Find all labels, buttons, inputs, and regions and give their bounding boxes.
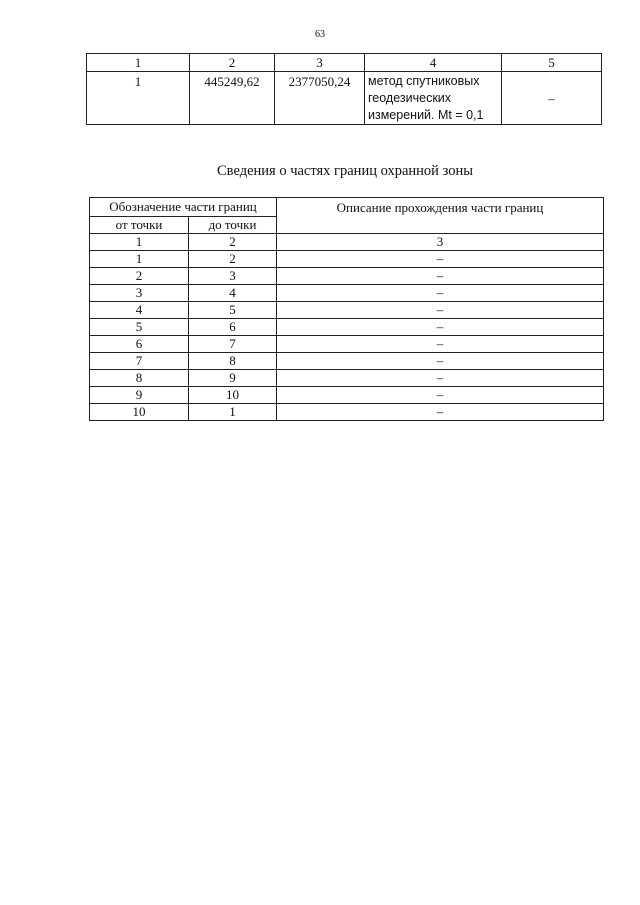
- from-point-cell: 1: [90, 251, 189, 268]
- description-cell: –: [277, 370, 604, 387]
- description-cell: –: [277, 353, 604, 370]
- from-point-cell: 7: [90, 353, 189, 370]
- from-point-cell: 2: [90, 268, 189, 285]
- from-point-cell: 10: [90, 404, 189, 421]
- boundary-parts-table: [89, 197, 604, 421]
- table-row: [90, 336, 604, 353]
- description-cell: –: [277, 251, 604, 268]
- column-number: 4: [365, 54, 502, 72]
- table-row: [90, 319, 604, 336]
- table-row: [90, 268, 604, 285]
- column-number: 3: [277, 234, 604, 251]
- table-row: [90, 302, 604, 319]
- from-point-cell: 9: [90, 387, 189, 404]
- from-point-cell: 5: [90, 319, 189, 336]
- method-line: измерений. Mt = 0,1: [368, 108, 484, 122]
- table-row: [90, 285, 604, 302]
- to-point-cell: 10: [189, 387, 277, 404]
- description-cell: –: [277, 268, 604, 285]
- to-point-cell: 3: [189, 268, 277, 285]
- to-point-cell: 6: [189, 319, 277, 336]
- method-description: [365, 72, 502, 125]
- column-number: 1: [90, 234, 189, 251]
- coordinates-table: [86, 53, 602, 125]
- description-cell: –: [277, 387, 604, 404]
- description-cell: –: [277, 336, 604, 353]
- table-row: [87, 72, 602, 125]
- to-point-cell: 2: [189, 251, 277, 268]
- table-row: [90, 404, 604, 421]
- method-line: геодезических: [368, 91, 452, 105]
- point-number: 1: [87, 72, 190, 125]
- from-point-cell: 6: [90, 336, 189, 353]
- to-point-cell: 7: [189, 336, 277, 353]
- y-coordinate: 2377050,24: [275, 72, 365, 125]
- from-point-header: от точки: [90, 217, 189, 234]
- to-point-cell: 8: [189, 353, 277, 370]
- description-cell: –: [277, 302, 604, 319]
- description-cell: –: [277, 285, 604, 302]
- from-point-cell: 8: [90, 370, 189, 387]
- table-row: [90, 251, 604, 268]
- column-number: 5: [502, 54, 602, 72]
- column-number: 2: [189, 234, 277, 251]
- part-designation-header: Обозначение части границ: [90, 198, 277, 217]
- to-point-cell: 5: [189, 302, 277, 319]
- column-number-row: [90, 234, 604, 251]
- table-row: [90, 353, 604, 370]
- x-coordinate: 445249,62: [190, 72, 275, 125]
- description-cell: –: [277, 404, 604, 421]
- to-point-cell: 4: [189, 285, 277, 302]
- table-row: [90, 387, 604, 404]
- column-5-value: –: [502, 72, 602, 125]
- column-number: 2: [190, 54, 275, 72]
- section-title: Сведения о частях границ охранной зоны: [217, 163, 473, 179]
- table-header-row: [87, 54, 602, 72]
- to-point-cell: 1: [189, 404, 277, 421]
- from-point-cell: 3: [90, 285, 189, 302]
- from-point-cell: 4: [90, 302, 189, 319]
- table-row: [90, 370, 604, 387]
- method-line: метод спутниковых: [368, 74, 480, 88]
- table-header-row: [90, 198, 604, 217]
- description-header: Описание прохождения части границ: [277, 198, 604, 234]
- to-point-header: до точки: [189, 217, 277, 234]
- column-number: 3: [275, 54, 365, 72]
- to-point-cell: 9: [189, 370, 277, 387]
- description-cell: –: [277, 319, 604, 336]
- column-number: 1: [87, 54, 190, 72]
- page-number: 63: [315, 29, 325, 40]
